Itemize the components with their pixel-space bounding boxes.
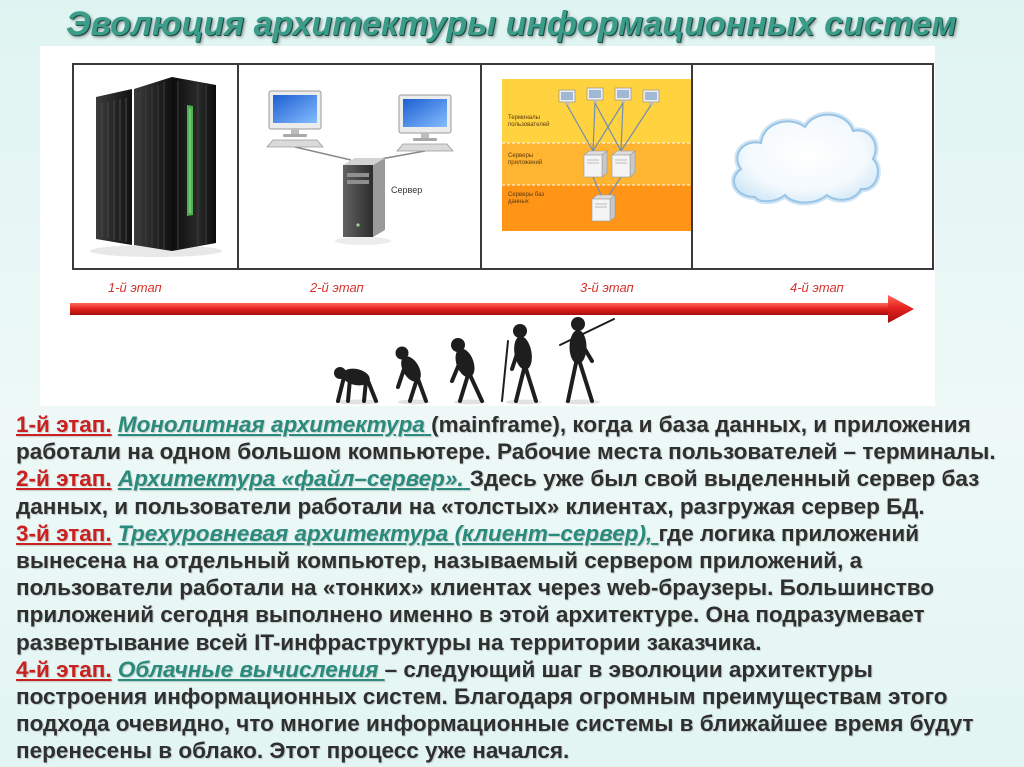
monitor-base — [413, 138, 437, 141]
description-line — [16, 656, 1016, 683]
description-fragment: – следующий шаг в эволюции архитектуры — [384, 656, 873, 682]
stage-number: 3-й этап. — [16, 520, 112, 546]
stage-number: 2-й этап. — [16, 466, 112, 492]
description-line: построения информационных систем. Благодаря огромным преимуществам этого — [16, 683, 948, 709]
stage-label-3: 3-й этап — [580, 280, 634, 295]
arrow-shaft — [70, 303, 894, 315]
stage-label-4: 4-й этап — [790, 280, 844, 295]
server-side — [373, 158, 385, 237]
stage-label-2: 2-й этап — [310, 280, 364, 295]
stage-panel-mainframe — [74, 65, 239, 268]
description-fragment: (mainframe), когда и база данных, и приложения — [431, 412, 971, 437]
stage-panel-three-tier — [482, 65, 693, 268]
server-label: Сервер — [391, 185, 423, 195]
description-line: данных, и пользователи работали на «толстых» клиентах, разгружая сервер БД. — [16, 493, 925, 519]
description-fragment: где логика приложений — [658, 520, 920, 546]
database-server-icon — [592, 195, 615, 221]
drive-bay — [347, 180, 369, 184]
evolution-figure-4 — [502, 324, 536, 401]
evolution-figure-ape — [334, 366, 376, 401]
floor-shadow — [335, 237, 391, 245]
stage-panel-file-server — [239, 65, 482, 268]
mainframe-cabinet-right — [134, 77, 216, 251]
application-server-icon — [612, 151, 635, 177]
evolution-figure-human — [560, 317, 614, 401]
server-icon — [343, 158, 385, 237]
monitor-screen — [403, 99, 447, 127]
keyboard-icon — [397, 144, 453, 151]
description-line: перенесены в облако. Этот процесс уже начался. — [16, 738, 570, 764]
drive-bay — [347, 173, 369, 177]
tier-label-terminals: Терминалы пользователей — [508, 115, 550, 128]
workstation-icon — [267, 91, 323, 147]
mainframe-icon — [74, 65, 239, 268]
description-line: подхода очевидно, что многие информационные системы в ближайшее время будут — [16, 711, 974, 737]
description-line: пользователи работали на «тонких» клиентах через web-браузеры. Большинство — [16, 575, 935, 601]
monitor-screen — [273, 95, 317, 123]
description-line: вынесена на отдельный компьютер, называемый сервером приложений, а — [16, 547, 863, 573]
description-line: развертывание всей IT-инфраструктуры на территории заказчика. — [16, 629, 762, 655]
description-line: работали на одном большом компьютере. Рабочие места пользователей – терминалы. — [16, 439, 996, 465]
monitor-base — [283, 134, 307, 137]
stage-number: 4-й этап. — [16, 656, 112, 682]
workstation-server-icon — [239, 65, 482, 268]
stage-panel-cloud — [693, 65, 932, 268]
description-line — [16, 411, 1016, 438]
arrow-head-icon — [888, 295, 914, 323]
architecture-term: Архитектура «файл–сервер». — [117, 466, 464, 492]
tier-label-db-servers: Серверы баз данных — [508, 192, 545, 205]
evolution-figure-3 — [451, 338, 482, 401]
keyboard-icon — [267, 140, 323, 147]
cabinet-right-front — [172, 77, 216, 251]
architecture-diagram — [72, 63, 934, 270]
tier-label-app-servers: Серверы приложений — [508, 153, 543, 166]
architecture-term: Трехуровневая архитектура (клиент–сервер), — [117, 520, 653, 546]
architecture-term: Облачные вычисления — [117, 656, 379, 682]
description-line — [16, 520, 1016, 547]
evolution-figure-2 — [396, 347, 427, 402]
architecture-term: Монолитная архитектура — [117, 412, 425, 437]
monitor-stand — [421, 133, 429, 138]
slide-title: Эволюция архитектуры информационных систем — [66, 5, 957, 43]
stage-label-1: 1-й этап — [108, 280, 162, 295]
description-fragment: Здесь уже был свой выделенный сервер баз — [469, 466, 980, 492]
mainframe-cabinet-left — [96, 89, 132, 245]
human-evolution-silhouettes-icon — [322, 315, 622, 405]
workstation-icon — [397, 95, 453, 151]
figure-panel — [40, 46, 935, 406]
application-server-icon — [584, 151, 607, 177]
power-led — [356, 223, 359, 226]
description-line: приложений сегодня выполнено именно в этой архитектуре. Она подразумевает — [16, 602, 925, 628]
stage-number: 1-й этап. — [16, 412, 112, 437]
description-text — [16, 411, 1016, 765]
cloud-icon — [693, 65, 932, 268]
description-line — [16, 465, 1016, 492]
monitor-stand — [291, 129, 299, 134]
